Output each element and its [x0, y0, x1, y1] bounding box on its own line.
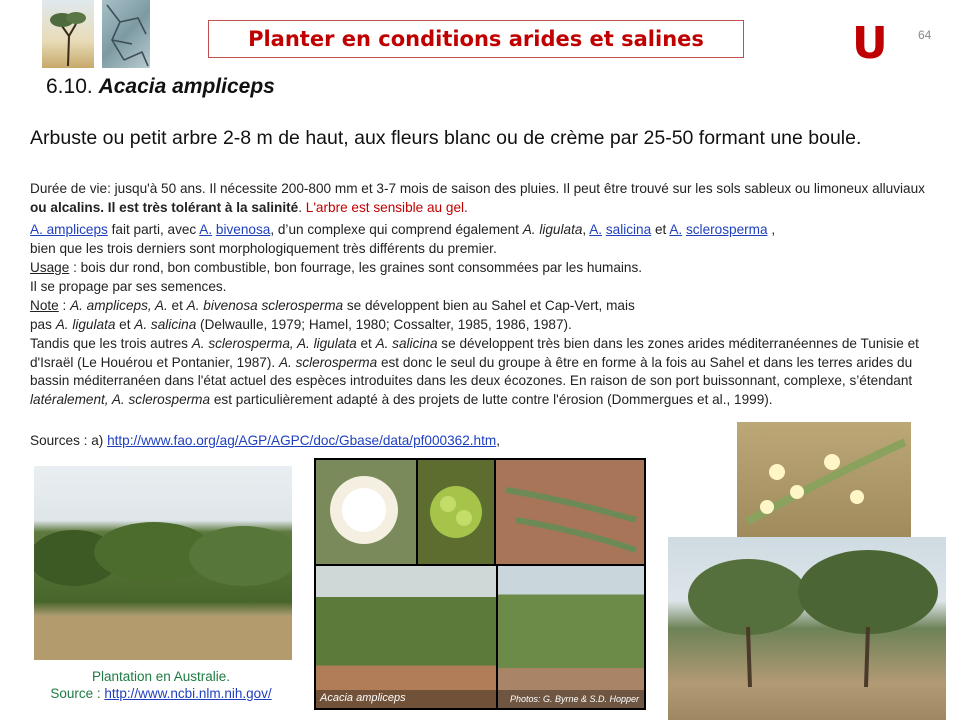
species-name: Acacia ampliceps — [98, 75, 275, 98]
sentence-end: . — [298, 199, 306, 215]
tree-canopy-icon — [668, 537, 946, 720]
photo-credit-label: Photos: G. Byrne & S.D. Hopper — [510, 694, 640, 704]
seed-cluster-icon — [418, 460, 494, 564]
species-italic: A. salicina — [375, 336, 438, 351]
header-photo-tree — [42, 0, 94, 68]
morphology-text: bien que les trois derniers sont morphologiquement très différents du premier. — [30, 240, 497, 256]
section-number: 6.10. — [46, 75, 93, 98]
note-text: se développent bien au Sahel et Cap-Vert, mais — [343, 298, 635, 313]
note-text: : — [58, 298, 71, 313]
shrub-rows-icon — [34, 466, 292, 660]
sclerosperma-genus-link[interactable]: A. — [669, 222, 683, 237]
distribution-text: se développent très bien dans les zones arides méditerranéennes de Tunisie et d'Israël (Le Houérou et Pontanier, 1987). — [30, 336, 919, 370]
fao-source-link[interactable]: http://www.fao.org/ag/AGP/AGPC/doc/Gbase/data/pf000362.htm — [107, 433, 497, 448]
complex-text: fait parti, avec — [107, 222, 200, 237]
phyllodes-photo — [496, 460, 644, 564]
flower-cluster-icon — [737, 422, 911, 540]
species-italic: A. ligulata — [55, 316, 116, 332]
header-photo-cracked-soil — [102, 0, 150, 68]
trees-photo — [668, 537, 946, 720]
and-text: et — [651, 222, 670, 237]
lifespan-text: Durée de vie: jusqu'à 50 ans. Il nécessite 200-800 mm et 3-7 mois de saison des pluies. Il peut être trouvé sur les sols sableux ou limoneux alluviaux — [30, 181, 925, 196]
plantation-caption — [30, 668, 292, 702]
slide-title-box — [208, 20, 744, 58]
distribution-text: est particulièrement adapté à des projets de lutte contre l'érosion (Dommergues et al., 1999). — [210, 391, 773, 407]
photo-grid — [314, 458, 646, 710]
note-text: et — [167, 298, 187, 313]
distribution-paragraph — [30, 335, 930, 409]
ligulata-name: A. ligulata — [522, 222, 583, 237]
caption-source-label: Source : — [50, 686, 105, 701]
note-text: pas — [30, 316, 56, 332]
species-italic: latéralement, A. sclerosperma — [30, 391, 211, 407]
complex-text: , d’un complexe qui comprend également — [270, 222, 523, 237]
flower-ball-icon — [316, 460, 416, 564]
comma: , — [767, 222, 776, 237]
usage-label: Usage — [30, 260, 70, 275]
bivenosa-genus-link[interactable]: A. — [199, 222, 213, 237]
salinity-bold: ou alcalins. Il est très tolérant à la salinité — [30, 199, 299, 215]
distribution-text: Tandis que les trois autres — [30, 336, 192, 351]
salicina-link[interactable]: salicina — [605, 222, 652, 237]
phyllodes-icon — [496, 460, 644, 564]
species-italic: A. ampliceps, A. — [70, 298, 168, 313]
salicina-genus-link[interactable]: A. — [589, 222, 603, 237]
distribution-text: et — [356, 336, 376, 351]
species-italic: A. bivenosa sclerosperma — [186, 298, 344, 313]
species-italic: A. sclerosperma, A. ligulata — [191, 336, 357, 351]
section-heading — [46, 75, 275, 99]
propagation-text: Il se propage par ses semences. — [30, 278, 227, 294]
flower-ball-photo — [316, 460, 416, 564]
usage-paragraph — [30, 259, 930, 296]
bivenosa-link[interactable]: bivenosa — [215, 222, 271, 237]
cracked-soil-icon — [102, 0, 150, 68]
complex-paragraph — [30, 221, 930, 258]
comma: , — [582, 222, 590, 237]
usage-text: : bois dur rond, bon combustible, bon fourrage, les graines sont consommées par les humains. — [69, 260, 643, 275]
ampliceps-link[interactable]: A. ampliceps — [30, 222, 108, 237]
comma: , — [496, 433, 500, 448]
shrub-field-photo-1 — [316, 566, 496, 708]
species-italic: A. salicina — [134, 316, 197, 332]
ncbi-source-link[interactable]: http://www.ncbi.nlm.nih.gov/ — [104, 686, 272, 701]
sclerosperma-link[interactable]: sclerosperma — [685, 222, 768, 237]
shrub-field-photo-2 — [498, 566, 644, 708]
caption-title: Plantation en Australie. — [91, 669, 231, 684]
flowers-closeup-photo — [737, 422, 911, 540]
species-italic: A. sclerosperma — [278, 354, 378, 370]
note-paragraph — [30, 297, 930, 334]
note-text: et — [115, 316, 135, 332]
tree-thumbnail-icon — [42, 0, 94, 68]
u-logo: U — [852, 18, 888, 69]
slide-title: Planter en conditions arides et salines — [248, 27, 704, 51]
seed-pod-photo — [418, 460, 494, 564]
sources-label: Sources : a) — [30, 433, 108, 448]
frost-warning: L'arbre est sensible au gel. — [305, 199, 468, 215]
references-text: (Delwaulle, 1979; Hamel, 1980; Cossalter, 1985, 1986, 1987). — [196, 316, 572, 332]
plantation-photo — [34, 466, 292, 660]
lead-text: Arbuste ou petit arbre 2-8 m de haut, aux fleurs blanc ou de crème par 25-50 formant une boule. — [30, 127, 862, 149]
photo-species-label: Acacia ampliceps — [320, 692, 406, 704]
lifespan-paragraph — [30, 180, 930, 217]
distribution-text: est donc le seul du groupe à être en forme à la fois au Sahel et dans les terres arides du bassin méditerranéen dans l'état actuel des espèces introduites dans les deux écozones. En raison de son port buissonnant, complexe, s’étendant — [30, 354, 913, 389]
note-label: Note — [30, 298, 59, 313]
page-number: 64 — [918, 28, 932, 42]
